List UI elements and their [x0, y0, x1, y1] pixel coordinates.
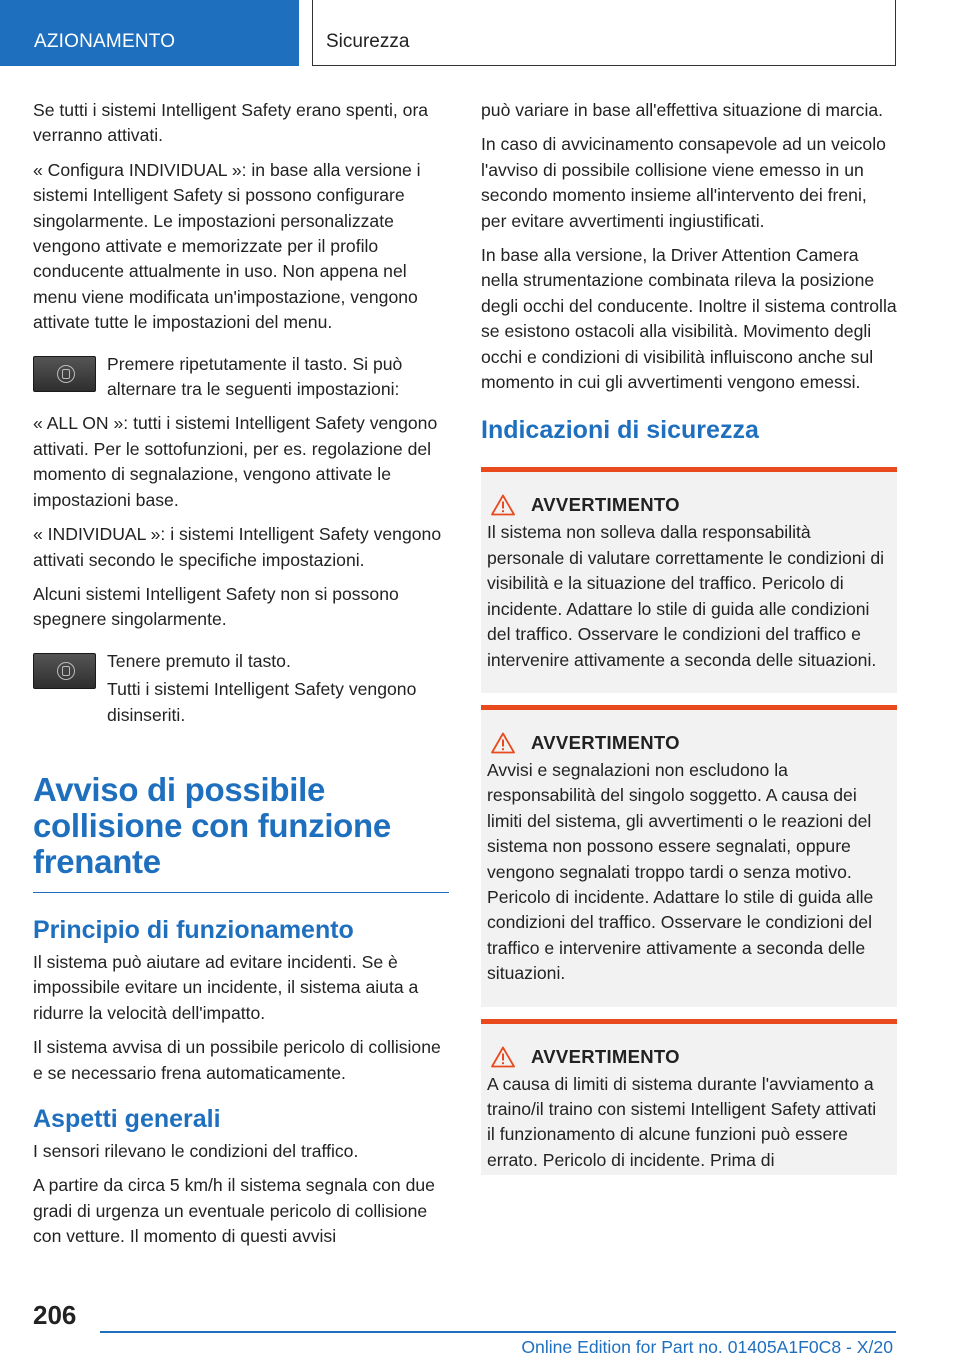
chapter-heading: Avviso di possibile collisione con funzione frenante — [33, 772, 449, 893]
paragraph: I sensori rilevano le condizioni del traffico. — [33, 1140, 359, 1161]
subheading-general: Aspetti generali — [33, 1104, 221, 1133]
paragraph: Alcuni sistemi Intelligent Safety non si possono spegnere singolarmente. — [33, 583, 399, 630]
intelligent-safety-button-icon — [33, 356, 96, 392]
warning-text: A causa di limiti di sistema durante l'avviamento a traino/il traino con sistemi Intelligent Safety attivati il funzionamento di alcune funzioni può essere errato. Pericolo di incidente. Prima di — [487, 1073, 877, 1170]
paragraph: « Configura INDIVIDUAL »: in base alla versione i sistemi Intelligent Safety si possono configurare singolarmente. Le impostazioni personalizzate vengono attivate e memorizzate per il profilo conducente attualmente in uso. Non appena nel menu viene modificata un'impostazione, vengono attivate tutte le impostazioni del menu. — [33, 159, 421, 333]
footer-edition: Online Edition for Part no. 01405A1F0C8 - X/20 — [521, 1337, 893, 1357]
paragraph: Il sistema può aiutare ad evitare incidenti. Se è impossibile evitare un incidente, il sistema aiuta a ridurre la velocità dell'impatto. — [33, 951, 419, 1023]
paragraph: Il sistema avvisa di un possibile pericolo di collisione e se necessario frena automaticamente. — [33, 1037, 441, 1083]
footer-divider — [100, 1331, 896, 1333]
warning-box — [481, 705, 897, 1007]
page-header — [0, 0, 960, 66]
warning-box — [481, 467, 897, 692]
intelligent-safety-button-icon — [33, 653, 96, 689]
chapter-tab: AZIONAMENTO — [0, 0, 299, 66]
warning-triangle-icon — [491, 732, 515, 754]
warning-text: Il sistema non solleva dalla responsabilità personale di valutare correttamente le condizioni di visibilità e la situazione del traffico. Pericolo di incidente. Adattare lo stile di guida alle condizioni del traffico. Osservare le condizioni del traffico e intervenire attivamente a seconda delle situazioni. — [487, 522, 885, 670]
left-column — [33, 98, 449, 1259]
paragraph: In base alla versione, la Driver Attention Camera nella strumentazione combinata rileva la posizione degli occhi del conducente. Inoltre il sistema controlla se esistono ostacoli alla visibilità. Movimento degli occhi e condizioni di visibilità influiscono anche sul momento in cui gli avvertimenti vengono emessi. — [481, 245, 897, 393]
subheading-safety: Indicazioni di sicurezza — [481, 416, 759, 445]
paragraph: In caso di avvicinamento consapevole ad un veicolo l'avviso di possibile collisione viene emesso in un secondo momento insieme all'intervento dei freni, per evitare avvertimenti ingiustificati. — [481, 134, 886, 231]
paragraph: può variare in base all'effettiva situazione di marcia. — [481, 100, 884, 120]
warning-box — [481, 1019, 897, 1175]
warning-title: AVVERTIMENTO — [531, 1045, 680, 1067]
warning-text: Avvisi e segnalazioni non escludono la responsabilità del singolo soggetto. A causa dei limiti del sistema, gli avvertimenti o le reazioni del sistema non possono essere segnalati, oppure vengono segnalati troppo tardi o senza motivo. Pericolo di incidente. Adattare lo stile di guida alle condizioni del traffico. Osservare le condizioni del traffico e intervenire attivamente a seconda delle situazioni. — [487, 759, 874, 984]
key-instruction — [33, 649, 449, 728]
key-instruction — [33, 352, 449, 403]
paragraph: « ALL ON »: tutti i sistemi Intelligent Safety vengono attivati. Per le sottofunzioni, per es. regolazione del momento di segnalazione, vengono attivate le impostazioni base. — [33, 413, 438, 510]
key-instruction-text: Premere ripetutamente il tasto. Si può alternare tra le seguenti impostazioni: — [107, 353, 403, 400]
paragraph: Tutti i sistemi Intelligent Safety vengono disinseriti. — [107, 679, 417, 725]
warning-triangle-icon — [491, 1046, 515, 1068]
page-number: 206 — [33, 1300, 77, 1330]
section-tab: Sicurezza — [312, 0, 896, 66]
warning-title: AVVERTIMENTO — [531, 494, 680, 516]
paragraph: A partire da circa 5 km/h il sistema segnala con due gradi di urgenza un eventuale pericolo di collisione con vetture. Il momento di questi avvisi — [33, 1175, 435, 1247]
warning-triangle-icon — [491, 494, 515, 516]
paragraph: « INDIVIDUAL »: i sistemi Intelligent Safety vengono attivati secondo le specifiche impostazioni. — [33, 524, 442, 570]
right-column — [481, 98, 897, 1187]
paragraph: Se tutti i sistemi Intelligent Safety erano spenti, ora verranno attivati. — [33, 100, 429, 146]
warning-title: AVVERTIMENTO — [531, 731, 680, 753]
subheading-principle: Principio di funzionamento — [33, 915, 354, 944]
key-instruction-text: Tenere premuto il tasto. — [107, 650, 291, 671]
